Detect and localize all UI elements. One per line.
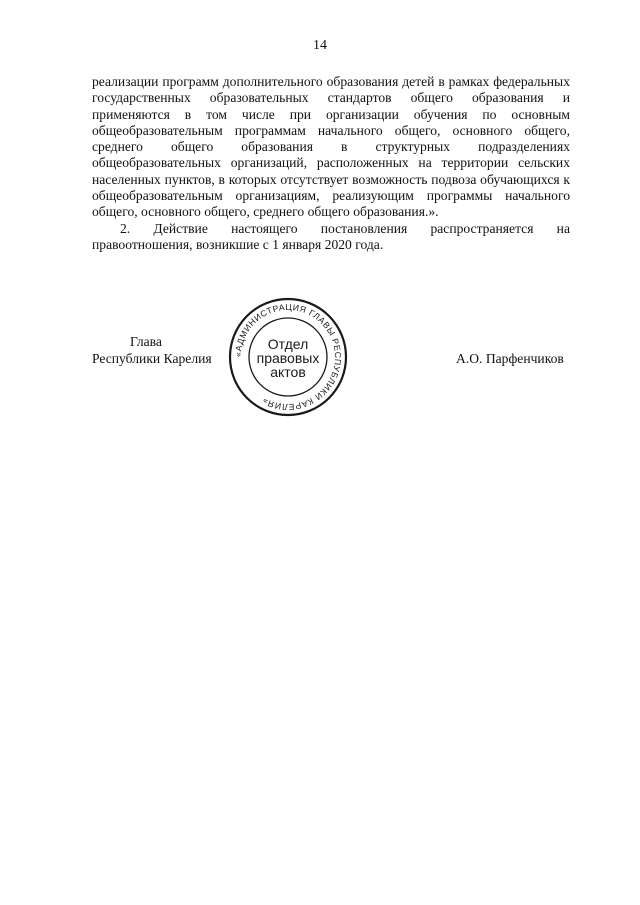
body-paragraph-continuation: реализации программ дополнительного образования детей в рамках федеральных государственных образовательных стандартов общего образования и применяются в том числе при организации обучения по основным общеобразовательным программам начального общего, основного общего, среднего общего образования в структурных подразделениях общеобразовательных организаций, расположенных на территории сельских населенных пунктов, в которых отсутствует возможность подвоза обучающихся к общеобразовательным организациям, реализующим программы начального общего, основного общего, среднего общего образования.». [92,74,570,220]
signature-title-region: Республики Карелия [92,350,212,366]
stamp-ring-text: «АДМИНИСТРАЦИЯ ГЛАВЫ РЕСПУБЛИКИ КАРЕЛИЯ» [232,301,344,413]
body-paragraph-item-2: 2. Действие настоящего постановления распространяется на правоотношения, возникшие с 1 января 2020 года. [92,220,570,252]
signature-title [92,334,242,367]
page-number: 14 [313,38,327,53]
stamp-center-line-2: правовых [256,350,320,366]
official-seal-stamp [227,296,349,418]
document-body [92,74,570,253]
stamp-center-line-1: Отдел [267,336,309,352]
stamp-center-line-3: актов [270,364,306,380]
signature-name: А.О. Парфенчиков [456,351,564,366]
signature-title-position: Глава [130,334,162,349]
